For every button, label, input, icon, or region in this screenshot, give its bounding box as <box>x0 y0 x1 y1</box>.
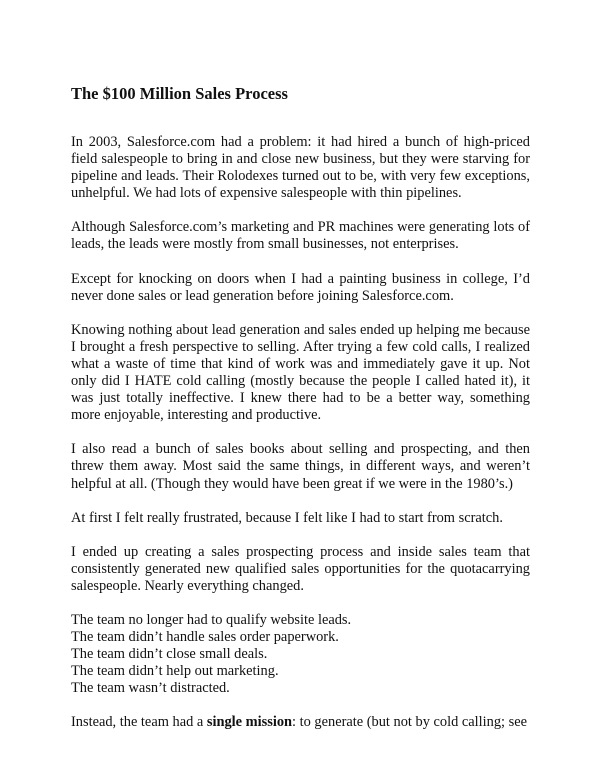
list-line: The team didn’t handle sales order paperwork. <box>71 629 339 646</box>
list-line: The team wasn’t distracted. <box>71 680 230 697</box>
paragraph-1: In 2003, Salesforce.com had a problem: it had hired a bunch of high-priced field salespeople to bring in and close new business, but they were starving for pipeline and leads. Their Rolodexes turned out to be, with very few exceptions, unhelpful. We had lots of expensive salespeople with thin pipelines. <box>71 134 530 202</box>
page-title: The $100 Million Sales Process <box>71 84 288 103</box>
single-mission-emphasis: single mission <box>206 714 293 731</box>
paragraph-2: Although Salesforce.com’s marketing and PR machines were generating lots of leads, the leads were mostly from small businesses, not enterprises. <box>71 219 530 253</box>
list-line: The team didn’t help out marketing. <box>71 663 279 680</box>
paragraph-7: I ended up creating a sales prospecting process and inside sales team that consistently generated new qualified sales opportunities for the quotacarrying salespeople. Nearly everything changed. <box>71 543 530 594</box>
final-paragraph <box>71 714 530 731</box>
team-changes-list <box>71 612 530 697</box>
paragraph-4: Knowing nothing about lead generation and sales ended up helping me because I brought a fresh perspective to selling. After trying a few cold calls, I realized what a waste of time that kind of work was and immediately gave it up. Not only did I HATE cold calling (mostly because the people I called hated it), it was just totally ineffective. I knew there had to be a better way, something more enjoyable, interesting and productive. <box>71 321 530 424</box>
paragraph-3: Except for knocking on doors when I had a painting business in college, I’d never done sales or lead generation before joining Salesforce.com. <box>71 270 530 304</box>
final-text-before: Instead, the team had a <box>71 714 207 731</box>
final-text-after: : to generate (but not by cold calling; see <box>292 714 528 731</box>
list-line: The team didn’t close small deals. <box>71 646 268 663</box>
document-page <box>71 84 530 749</box>
paragraph-6: At first I felt really frustrated, because I felt like I had to start from scratch. <box>71 509 503 526</box>
list-line: The team no longer had to qualify website leads. <box>71 611 352 628</box>
paragraph-5: I also read a bunch of sales books about selling and prospecting, and then threw them away. Most said the same things, in different ways, and weren’t helpful at all. (Though they would have been great if we were in the 1980’s.) <box>71 441 530 492</box>
